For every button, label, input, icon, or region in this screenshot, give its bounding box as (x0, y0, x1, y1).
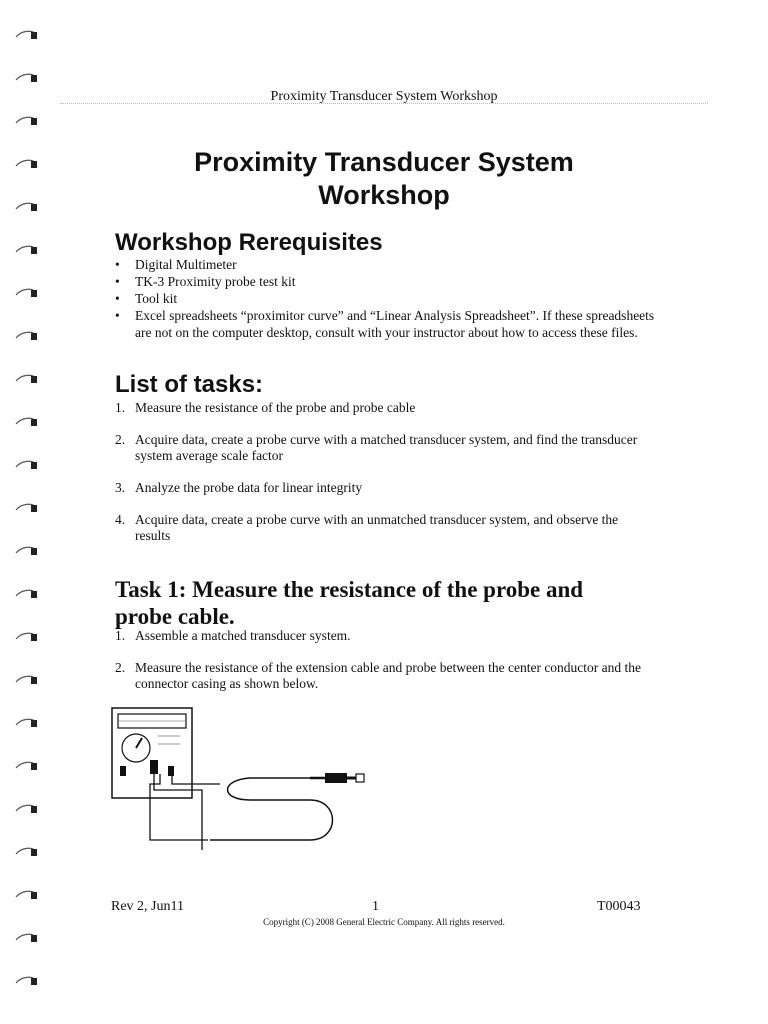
list-item (115, 400, 655, 416)
footer-revision: Rev 2, Jun11 (111, 899, 184, 914)
item-text: Analyze the probe data for linear integrity (135, 480, 363, 495)
item-number: 1. (115, 400, 126, 415)
title-line-1: Proximity Transducer System (194, 147, 574, 177)
list-item: • Excel spreadsheets “proximitor curve” and “Linear Analysis Spreadsheet”. If these spreadsheets are not on the computer desktop, consult with your instructor about how to access these files. (115, 307, 655, 341)
item-text: Measure the resistance of the extension cable and probe between the center conductor and the connector casing as shown below. (135, 660, 642, 691)
document-title (0, 146, 768, 212)
tasks-list (115, 400, 655, 544)
prerequisites-list (115, 256, 655, 341)
probe-threaded-body (325, 773, 347, 783)
item-number: 2. (115, 660, 126, 675)
multimeter-probe-figure (110, 700, 390, 865)
list-item (115, 512, 655, 544)
binding-ring-icon (14, 501, 40, 515)
binding-ring-icon (14, 587, 40, 601)
item-text: Measure the resistance of the probe and probe cable (135, 400, 416, 415)
tasks-heading: List of tasks: (115, 371, 264, 398)
list-item: • TK-3 Proximity probe test kit (115, 273, 655, 290)
list-item: • Digital Multimeter (115, 256, 655, 273)
page-header: Proximity Transducer System Workshop (270, 89, 498, 104)
list-item (115, 432, 655, 464)
binding-ring-icon (14, 888, 40, 902)
item-number: 1. (115, 628, 126, 643)
multimeter-port (120, 766, 126, 776)
footer-doc-id: T00043 (597, 899, 641, 914)
binding-ring-icon (14, 845, 40, 859)
title-line-2: Workshop (318, 180, 450, 210)
item-text: Assemble a matched transducer system. (135, 628, 351, 643)
binding-ring-icon (14, 415, 40, 429)
list-item: • Tool kit (115, 290, 655, 307)
binding-ring-icon (14, 243, 40, 257)
extension-cable (210, 778, 333, 840)
multimeter-port (150, 760, 158, 774)
task1-heading (115, 576, 675, 630)
binding-ring-icon (14, 329, 40, 343)
binding-ring-icon (14, 630, 40, 644)
list-item (115, 628, 655, 644)
multimeter-diagram (110, 700, 390, 860)
item-text: Acquire data, create a probe curve with an unmatched transducer system, and observe the results (135, 512, 619, 543)
list-item (115, 480, 655, 496)
item-number: 4. (115, 512, 126, 527)
binding-ring-icon (14, 114, 40, 128)
binding-ring-icon (14, 974, 40, 988)
binding-ring-icon (14, 372, 40, 386)
task1-steps (115, 628, 655, 692)
header-rule (60, 103, 708, 104)
list-item (115, 660, 655, 692)
binding-ring-icon (14, 71, 40, 85)
item-number: 3. (115, 480, 126, 495)
binding-ring-icon (14, 286, 40, 300)
footer-copyright: Copyright (C) 2008 General Electric Company. All rights reserved. (263, 917, 505, 927)
binding-ring-icon (14, 931, 40, 945)
task1-heading-line-2: probe cable. (115, 604, 235, 629)
footer-page-number: 1 (372, 899, 379, 914)
prerequisites-heading: Workshop Rerequisites (115, 229, 383, 256)
multimeter-port (168, 766, 174, 776)
binding-ring-icon (14, 716, 40, 730)
probe-tip (356, 774, 364, 782)
binding-ring-icon (14, 544, 40, 558)
binding-ring-icon (14, 458, 40, 472)
binding-ring-icon (14, 759, 40, 773)
task1-heading-line-1: Task 1: Measure the resistance of the probe and (115, 577, 584, 602)
binding-ring-icon (14, 802, 40, 816)
item-text: Acquire data, create a probe curve with a matched transducer system, and find the transducer system average scale factor (135, 432, 638, 463)
item-number: 2. (115, 432, 126, 447)
binding-ring-icon (14, 28, 40, 42)
binding-ring-icon (14, 673, 40, 687)
